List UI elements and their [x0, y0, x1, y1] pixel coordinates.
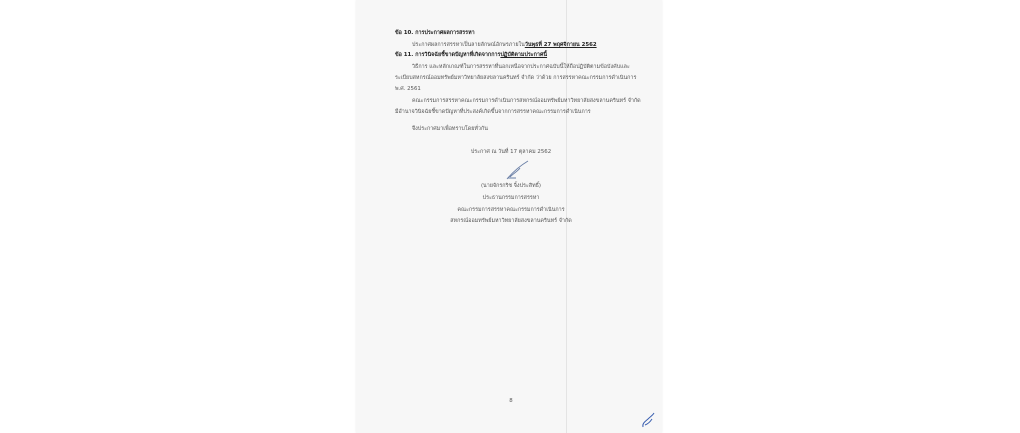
signer-title-1: ประธานกรรมการสรรหา	[482, 195, 540, 201]
paragraph-1-line-2: ระเบียบสหกรณ์ออมทรัพย์มหาวิทยาลัยสงขลานครินทร์ จำกัด ว่าด้วย การสรรหาคณะกรรมการดำเนินการ	[395, 75, 637, 81]
section-10-line	[412, 42, 597, 49]
signer-title-2: คณะกรรมการสรรหาคณะกรรมการดำเนินการ	[457, 207, 565, 213]
paragraph-2-line-1: คณะกรรมการสรรหาคณะกรรมการดำเนินการสหกรณ์ออมทรัพย์มหาวิทยาลัยสงขลานครินทร์ จำกัด	[412, 98, 641, 104]
paragraph-1-line-3: พ.ศ. 2561	[395, 86, 421, 92]
announcement-date-emphasis: วันพุธที่ 27 พฤศจิกายน 2562	[524, 42, 597, 48]
signer-name: (นายจักรกริช จิ้งประสิทธิ์)	[480, 183, 542, 189]
section-11-heading	[395, 52, 547, 59]
signature-image	[504, 159, 532, 181]
page-number: 8	[509, 398, 513, 404]
announcement-date: ประกาศ ณ วันที่ 17 ตุลาคม 2562	[470, 149, 552, 155]
section-11-heading-emphasis: ปฏิบัติตามประกาศนี้	[500, 52, 548, 58]
document-page	[356, 0, 662, 433]
section-10-line-prefix: ประกาศผลการสรรหาเป็นลายลักษณ์อักษรภายใน	[412, 42, 525, 48]
paragraph-2-line-2: มีอำนาจวินิจฉัยชี้ขาดปัญหาที่ประสงค์เกิดขึ้นจากการสรรหาคณะกรรมการดำเนินการ	[395, 109, 591, 115]
initials-mark	[640, 411, 656, 429]
section-11-heading-prefix: ข้อ 11. การวินิจฉัยชี้ขาดปัญหาที่เกิดจากการ	[395, 52, 501, 58]
paragraph-1-line-1: วิธีการ และหลักเกณฑ์ในการสรรหาที่นอกเหนือจากประกาศฉบับนี้ให้ถือปฏิบัติตามข้อบังคับและ	[412, 64, 630, 70]
section-10-heading: ข้อ 10. การประกาศผลการสรรหา	[395, 30, 475, 36]
closing-line: จึงประกาศมาเพื่อทราบโดยทั่วกัน	[412, 126, 488, 132]
signer-title-3: สหกรณ์ออมทรัพย์มหาวิทยาลัยสงขลานครินทร์ จำกัด	[450, 218, 572, 224]
